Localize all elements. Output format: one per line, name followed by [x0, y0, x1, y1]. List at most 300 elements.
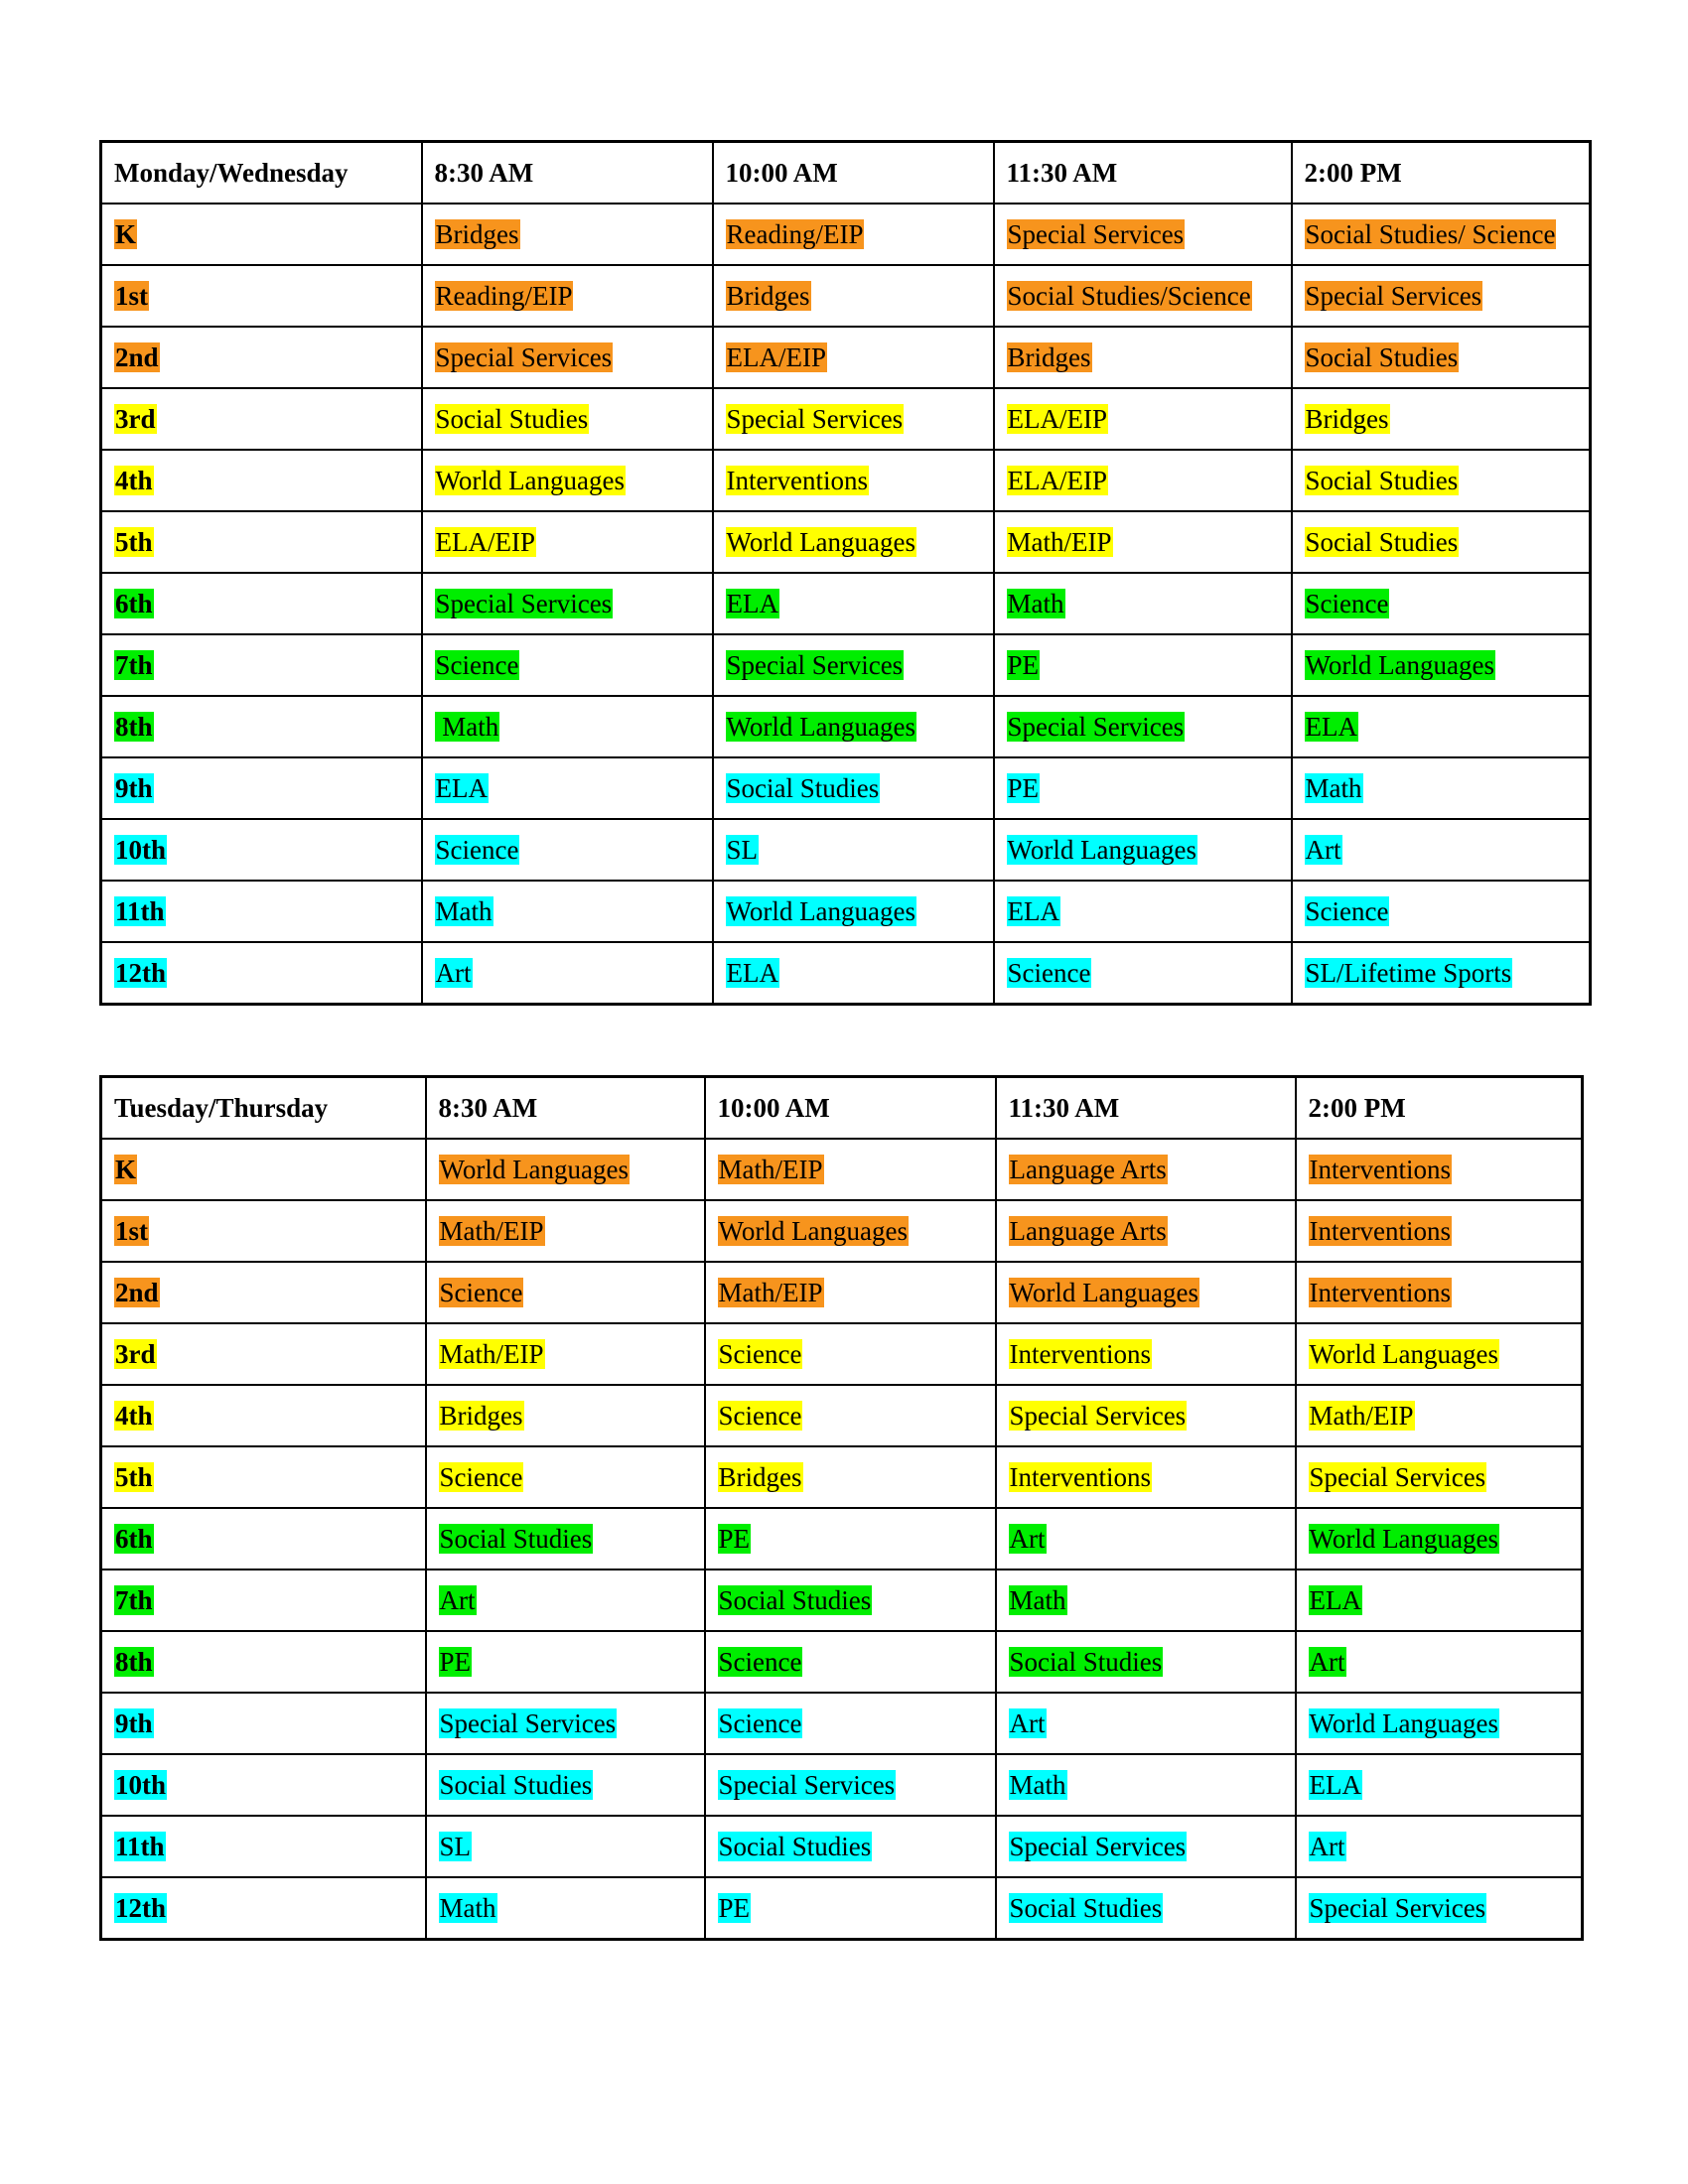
grade-label: 4th	[115, 1400, 153, 1431]
subject-label: World Languages	[1309, 1338, 1499, 1369]
subject-label: PE	[718, 1523, 751, 1554]
monday-wednesday-schedule-table	[99, 140, 1592, 1006]
subject-cell	[1292, 634, 1591, 696]
subject-label: Math	[1009, 1769, 1066, 1800]
grade-cell	[101, 573, 422, 634]
monday-wednesday-body	[101, 142, 1591, 1005]
subject-cell	[713, 819, 994, 881]
subject-cell	[713, 881, 994, 942]
grade-label: 2nd	[115, 1277, 159, 1307]
subject-cell	[1292, 573, 1591, 634]
grade-label: 11th	[115, 895, 165, 926]
subject-label: Bridges	[726, 280, 810, 311]
subject-label: Special Services	[435, 588, 613, 618]
time-header-cell: 2:00 PM	[1292, 142, 1591, 205]
subject-cell	[426, 1631, 705, 1693]
subject-cell	[1292, 942, 1591, 1005]
table-row	[101, 573, 1591, 634]
subject-label: Bridges	[718, 1461, 802, 1492]
subject-label: Science	[435, 649, 519, 680]
table-row	[101, 265, 1591, 327]
subject-label: Math	[435, 711, 499, 742]
subject-label: Special Services	[1309, 1461, 1486, 1492]
subject-label: Math	[439, 1892, 496, 1923]
grade-cell	[101, 696, 422, 757]
subject-label: Bridges	[439, 1400, 523, 1431]
subject-cell	[426, 1262, 705, 1323]
subject-cell	[1292, 757, 1591, 819]
subject-cell	[713, 388, 994, 450]
subject-cell	[996, 1631, 1296, 1693]
day-header-cell: Monday/Wednesday	[101, 142, 422, 205]
subject-label: Social Studies	[726, 772, 880, 803]
time-header-cell: 8:30 AM	[422, 142, 713, 205]
grade-label: 5th	[115, 1461, 153, 1492]
subject-cell	[1292, 511, 1591, 573]
subject-label: Math/EIP	[439, 1338, 544, 1369]
subject-label: Math	[1007, 588, 1064, 618]
subject-cell	[713, 696, 994, 757]
time-header-cell: 10:00 AM	[705, 1077, 996, 1140]
subject-label: Special Services	[1007, 711, 1185, 742]
grade-cell	[101, 1508, 426, 1570]
subject-label: SL/Lifetime Sports	[1305, 957, 1512, 988]
subject-cell	[996, 1200, 1296, 1262]
subject-label: World Languages	[718, 1215, 909, 1246]
subject-label: ELA	[1309, 1769, 1361, 1800]
table-row	[101, 388, 1591, 450]
day-header-cell: Tuesday/Thursday	[101, 1077, 426, 1140]
subject-cell	[422, 388, 713, 450]
subject-cell	[1296, 1508, 1583, 1570]
subject-cell	[422, 819, 713, 881]
subject-cell	[1292, 327, 1591, 388]
subject-cell	[713, 450, 994, 511]
subject-cell	[422, 327, 713, 388]
subject-cell	[426, 1877, 705, 1940]
grade-cell	[101, 1323, 426, 1385]
subject-cell	[705, 1508, 996, 1570]
subject-label: Science	[439, 1461, 523, 1492]
subject-label: SL	[726, 834, 759, 865]
subject-cell	[713, 634, 994, 696]
table-row	[101, 1385, 1583, 1446]
subject-label: Reading/EIP	[726, 218, 864, 249]
subject-cell	[705, 1631, 996, 1693]
subject-cell	[426, 1693, 705, 1754]
subject-label: Social Studies	[1305, 526, 1459, 557]
subject-cell	[1292, 204, 1591, 265]
grade-label: 10th	[115, 834, 167, 865]
subject-cell	[996, 1446, 1296, 1508]
subject-cell	[996, 1139, 1296, 1200]
subject-label: PE	[1007, 772, 1040, 803]
subject-cell	[994, 696, 1292, 757]
tuesday-thursday-schedule-table	[99, 1075, 1584, 1941]
table-row	[101, 204, 1591, 265]
table-row	[101, 819, 1591, 881]
table-row	[101, 1877, 1583, 1940]
subject-cell	[426, 1754, 705, 1816]
grade-cell	[101, 1693, 426, 1754]
subject-cell	[1292, 819, 1591, 881]
subject-cell	[1292, 265, 1591, 327]
subject-cell	[1296, 1139, 1583, 1200]
grade-label: 8th	[115, 1646, 153, 1677]
subject-label: Math	[1305, 772, 1362, 803]
grade-cell	[101, 819, 422, 881]
subject-cell	[994, 757, 1292, 819]
subject-label: Science	[718, 1646, 802, 1677]
table-row	[101, 696, 1591, 757]
subject-cell	[1296, 1570, 1583, 1631]
subject-cell	[713, 265, 994, 327]
subject-cell	[705, 1262, 996, 1323]
subject-label: Social Studies	[1305, 341, 1459, 372]
subject-cell	[996, 1570, 1296, 1631]
grade-label: 8th	[115, 711, 153, 742]
subject-label: Social Studies	[439, 1523, 593, 1554]
subject-cell	[422, 450, 713, 511]
subject-label: Social Studies	[718, 1584, 872, 1615]
grade-label: 1st	[115, 1215, 148, 1246]
subject-cell	[1296, 1385, 1583, 1446]
subject-label: Social Studies	[435, 403, 589, 434]
subject-cell	[994, 881, 1292, 942]
grade-label: 5th	[115, 526, 153, 557]
subject-cell	[994, 450, 1292, 511]
grade-label: 4th	[115, 465, 153, 495]
subject-label: Special Services	[1009, 1400, 1187, 1431]
subject-label: ELA/EIP	[726, 341, 826, 372]
subject-label: Social Studies/ Science	[1305, 218, 1556, 249]
table-row	[101, 450, 1591, 511]
table-row	[101, 1139, 1583, 1200]
subject-cell	[1296, 1877, 1583, 1940]
table-row	[101, 327, 1591, 388]
table-row	[101, 1693, 1583, 1754]
subject-cell	[996, 1816, 1296, 1877]
table-row	[101, 1446, 1583, 1508]
subject-label: Social Studies	[1305, 465, 1459, 495]
table-row	[101, 634, 1591, 696]
subject-cell	[705, 1139, 996, 1200]
subject-label: PE	[718, 1892, 751, 1923]
subject-cell	[1292, 696, 1591, 757]
table-row	[101, 1200, 1583, 1262]
subject-label: Bridges	[1007, 341, 1091, 372]
subject-cell	[422, 634, 713, 696]
subject-cell	[996, 1262, 1296, 1323]
subject-label: SL	[439, 1831, 472, 1861]
subject-label: Social Studies	[718, 1831, 872, 1861]
subject-label: World Languages	[1009, 1277, 1199, 1307]
subject-label: Math	[1009, 1584, 1066, 1615]
subject-label: Interventions	[726, 465, 868, 495]
subject-label: Art	[1309, 1831, 1345, 1861]
grade-label: 9th	[115, 1707, 153, 1738]
subject-label: Art	[435, 957, 472, 988]
subject-cell	[994, 573, 1292, 634]
grade-cell	[101, 1754, 426, 1816]
header-row	[101, 1077, 1583, 1140]
subject-label: ELA	[1309, 1584, 1361, 1615]
subject-label: Science	[1305, 895, 1389, 926]
subject-cell	[705, 1693, 996, 1754]
subject-cell	[996, 1754, 1296, 1816]
subject-cell	[422, 265, 713, 327]
subject-label: Math/EIP	[718, 1154, 823, 1184]
grade-label: 9th	[115, 772, 153, 803]
subject-cell	[994, 942, 1292, 1005]
grade-label: 7th	[115, 1584, 153, 1615]
subject-label: Art	[1305, 834, 1341, 865]
subject-label: Special Services	[1305, 280, 1482, 311]
subject-cell	[705, 1877, 996, 1940]
time-header-cell: 10:00 AM	[713, 142, 994, 205]
subject-label: Art	[1009, 1707, 1046, 1738]
subject-label: Language Arts	[1009, 1154, 1167, 1184]
subject-label: Social Studies/Science	[1007, 280, 1251, 311]
subject-label: Math/EIP	[439, 1215, 544, 1246]
table-row	[101, 1508, 1583, 1570]
subject-cell	[1292, 450, 1591, 511]
subject-label: World Languages	[1007, 834, 1197, 865]
grade-cell	[101, 1631, 426, 1693]
subject-cell	[426, 1200, 705, 1262]
grade-cell	[101, 450, 422, 511]
subject-cell	[422, 881, 713, 942]
grade-label: K	[115, 218, 137, 249]
subject-label: Reading/EIP	[435, 280, 573, 311]
subject-label: Science	[1305, 588, 1389, 618]
grade-label: 12th	[115, 957, 167, 988]
subject-cell	[705, 1200, 996, 1262]
subject-label: ELA	[435, 772, 488, 803]
subject-label: ELA/EIP	[1007, 403, 1107, 434]
subject-cell	[996, 1323, 1296, 1385]
subject-cell	[1296, 1323, 1583, 1385]
subject-label: ELA	[726, 957, 778, 988]
grade-label: 3rd	[115, 403, 156, 434]
subject-cell	[426, 1323, 705, 1385]
subject-cell	[996, 1385, 1296, 1446]
subject-cell	[426, 1385, 705, 1446]
subject-label: Math/EIP	[718, 1277, 823, 1307]
subject-label: Math	[435, 895, 492, 926]
subject-label: Social Studies	[1009, 1892, 1163, 1923]
subject-label: World Languages	[726, 526, 916, 557]
subject-label: Special Services	[439, 1707, 617, 1738]
subject-cell	[705, 1570, 996, 1631]
grade-cell	[101, 634, 422, 696]
subject-label: Bridges	[1305, 403, 1389, 434]
table-row	[101, 511, 1591, 573]
subject-cell	[426, 1570, 705, 1631]
subject-label: Math/EIP	[1007, 526, 1112, 557]
subject-cell	[994, 265, 1292, 327]
subject-label: Special Services	[1009, 1831, 1187, 1861]
subject-label: World Languages	[435, 465, 626, 495]
subject-label: Science	[718, 1707, 802, 1738]
subject-label: Interventions	[1309, 1277, 1451, 1307]
subject-label: Special Services	[726, 649, 904, 680]
subject-cell	[705, 1446, 996, 1508]
subject-cell	[713, 942, 994, 1005]
subject-label: ELA	[726, 588, 778, 618]
subject-cell	[994, 204, 1292, 265]
subject-cell	[1296, 1754, 1583, 1816]
grade-cell	[101, 265, 422, 327]
tuesday-thursday-body	[101, 1077, 1583, 1940]
subject-cell	[713, 757, 994, 819]
subject-label: Social Studies	[439, 1769, 593, 1800]
subject-cell	[422, 942, 713, 1005]
grade-label: 6th	[115, 1523, 153, 1554]
grade-cell	[101, 1570, 426, 1631]
subject-label: ELA	[1007, 895, 1059, 926]
subject-label: World Languages	[1309, 1707, 1499, 1738]
grade-label: 3rd	[115, 1338, 156, 1369]
subject-cell	[713, 327, 994, 388]
subject-label: Interventions	[1309, 1215, 1451, 1246]
subject-cell	[994, 388, 1292, 450]
subject-cell	[994, 511, 1292, 573]
grade-cell	[101, 1139, 426, 1200]
subject-cell	[1296, 1200, 1583, 1262]
subject-label: Interventions	[1009, 1338, 1151, 1369]
table-row	[101, 1631, 1583, 1693]
header-row	[101, 142, 1591, 205]
subject-label: Art	[439, 1584, 476, 1615]
subject-cell	[1292, 388, 1591, 450]
subject-label: Interventions	[1009, 1461, 1151, 1492]
subject-cell	[1296, 1693, 1583, 1754]
subject-label: Special Services	[718, 1769, 896, 1800]
subject-label: Special Services	[435, 341, 613, 372]
subject-label: Special Services	[1007, 218, 1185, 249]
subject-cell	[996, 1693, 1296, 1754]
subject-cell	[426, 1816, 705, 1877]
subject-cell	[1296, 1816, 1583, 1877]
table-row	[101, 1323, 1583, 1385]
time-header-cell: 8:30 AM	[426, 1077, 705, 1140]
subject-label: Special Services	[1309, 1892, 1486, 1923]
subject-cell	[713, 204, 994, 265]
subject-label: Science	[718, 1400, 802, 1431]
grade-label: 12th	[115, 1892, 167, 1923]
time-header-cell: 2:00 PM	[1296, 1077, 1583, 1140]
grade-cell	[101, 1877, 426, 1940]
subject-cell	[426, 1508, 705, 1570]
grade-label: K	[115, 1154, 137, 1184]
table-row	[101, 1754, 1583, 1816]
grade-cell	[101, 942, 422, 1005]
subject-cell	[705, 1385, 996, 1446]
subject-cell	[994, 634, 1292, 696]
grade-cell	[101, 1385, 426, 1446]
subject-label: ELA/EIP	[435, 526, 535, 557]
subject-label: World Languages	[726, 895, 916, 926]
subject-cell	[1296, 1631, 1583, 1693]
table-row	[101, 881, 1591, 942]
grade-label: 10th	[115, 1769, 167, 1800]
grade-label: 2nd	[115, 341, 159, 372]
subject-cell	[422, 573, 713, 634]
subject-cell	[422, 204, 713, 265]
subject-label: ELA/EIP	[1007, 465, 1107, 495]
subject-label: Math/EIP	[1309, 1400, 1414, 1431]
subject-label: PE	[439, 1646, 472, 1677]
table-row	[101, 1570, 1583, 1631]
grade-cell	[101, 1816, 426, 1877]
grade-cell	[101, 881, 422, 942]
subject-label: Social Studies	[1009, 1646, 1163, 1677]
table-row	[101, 757, 1591, 819]
grade-label: 1st	[115, 280, 148, 311]
subject-label: Art	[1009, 1523, 1046, 1554]
table-row	[101, 942, 1591, 1005]
grade-cell	[101, 327, 422, 388]
grade-cell	[101, 204, 422, 265]
subject-label: Science	[439, 1277, 523, 1307]
subject-cell	[996, 1508, 1296, 1570]
subject-label: Science	[435, 834, 519, 865]
subject-cell	[422, 511, 713, 573]
grade-cell	[101, 1446, 426, 1508]
grade-cell	[101, 1200, 426, 1262]
subject-cell	[426, 1139, 705, 1200]
time-header-cell: 11:30 AM	[996, 1077, 1296, 1140]
grade-label: 6th	[115, 588, 153, 618]
subject-label: World Languages	[1305, 649, 1495, 680]
subject-cell	[1296, 1262, 1583, 1323]
subject-cell	[713, 511, 994, 573]
grade-label: 7th	[115, 649, 153, 680]
subject-cell	[1296, 1446, 1583, 1508]
grade-cell	[101, 388, 422, 450]
subject-cell	[994, 327, 1292, 388]
subject-label: Interventions	[1309, 1154, 1451, 1184]
subject-label: Language Arts	[1009, 1215, 1167, 1246]
subject-cell	[713, 573, 994, 634]
subject-cell	[705, 1754, 996, 1816]
table-row	[101, 1262, 1583, 1323]
subject-cell	[1292, 881, 1591, 942]
subject-label: Bridges	[435, 218, 519, 249]
subject-label: Special Services	[726, 403, 904, 434]
subject-label: World Languages	[726, 711, 916, 742]
subject-label: ELA	[1305, 711, 1357, 742]
subject-label: Science	[718, 1338, 802, 1369]
grade-cell	[101, 511, 422, 573]
grade-cell	[101, 757, 422, 819]
grade-cell	[101, 1262, 426, 1323]
subject-label: Science	[1007, 957, 1091, 988]
subject-label: Art	[1309, 1646, 1345, 1677]
subject-label: PE	[1007, 649, 1040, 680]
time-header-cell: 11:30 AM	[994, 142, 1292, 205]
table-row	[101, 1816, 1583, 1877]
subject-label: World Languages	[1309, 1523, 1499, 1554]
subject-cell	[422, 757, 713, 819]
subject-cell	[426, 1446, 705, 1508]
subject-cell	[705, 1323, 996, 1385]
subject-cell	[705, 1816, 996, 1877]
grade-label: 11th	[115, 1831, 165, 1861]
subject-label: World Languages	[439, 1154, 630, 1184]
subject-cell	[994, 819, 1292, 881]
